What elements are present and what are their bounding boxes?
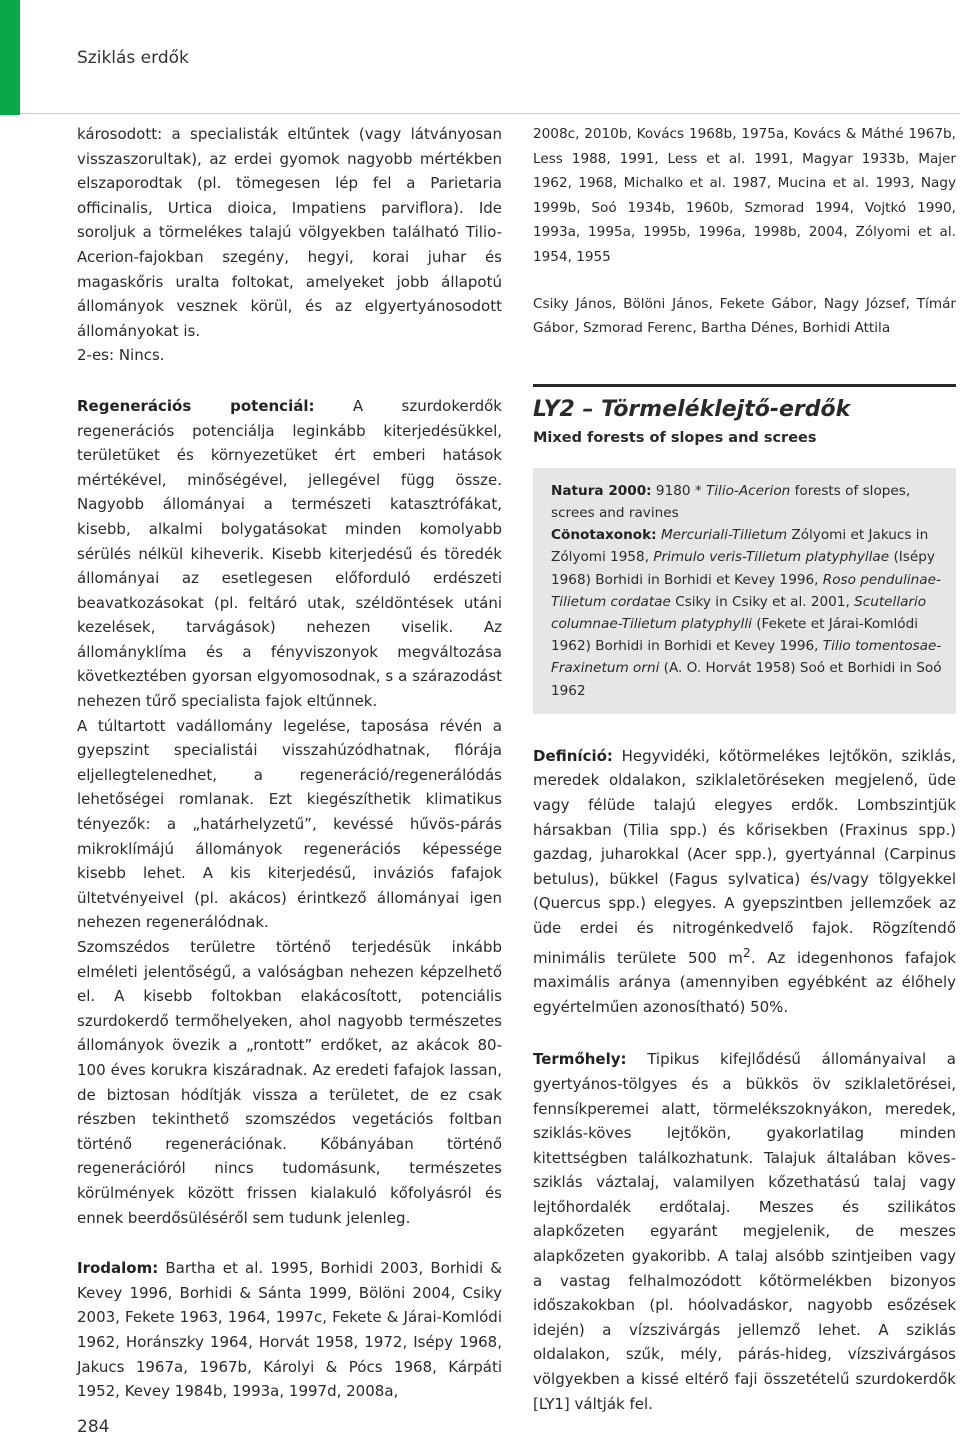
natura-taxon: Tilio-Acerion [705, 482, 791, 499]
definition-superscript: 2 [742, 944, 751, 960]
paragraph-regeneration [77, 394, 502, 714]
coeno-author-5: (A. O. Horvát 1958) Soó et Borhidi in Soó 1962 [551, 660, 942, 699]
habitat-label: Termőhely: [533, 1050, 627, 1069]
natura-info-box [533, 468, 956, 714]
paragraph-literature [77, 1256, 502, 1404]
coenotaxa-label: Cönotaxonok: [551, 527, 657, 544]
literature-label: Irodalom: [77, 1259, 159, 1278]
coeno-taxon-2: Primulo veris-Tilietum platyphyllae [653, 549, 890, 566]
natura-label: Natura 2000: [551, 482, 652, 499]
running-header: Sziklás erdők [77, 48, 189, 68]
paragraph-definition [533, 744, 956, 1020]
coeno-author-2: (Isépy 1968) Borhidi in Borhidi et Kevey 1996, [551, 549, 935, 588]
natura-rest: forests of slopes, screes and ravines [551, 482, 911, 521]
habitat-text: Tipikus kifejlődésű állományaival a gyertyános-tölgyes és a bükkös öv sziklaletörései, fennsíkperemei alatt, törmelékszoknyákon, meredek, sziklás-köves lejtőkön, gyakorlatilag minden kitettségben találkozhatunk. Talajuk általában köves-sziklás váztalaj, valamilyen kőzethatású talaj vagy lejtőhordalék erdőtalaj. Meszes és szilikátos alapkőzeten egyaránt megjelenik, de meszes alapkőzeten gyakoribb. A talaj alsóbb szintjeiben vagy a vastag felhalmozódott kőtörmelékben bizonyos időszakokban (pl. hóolvadáskor, nagyobb esőzések idején) a vízszivárgás jellemző lehet. A sziklás oldalakon, szűk, mély, párás-hideg, vízszivárgásos völgyekben a kissé eltérő faji összetételű szurdokerdők [LY1] váltják fel. [533, 1050, 956, 1413]
literature-text: Bartha et al. 1995, Borhidi 2003, Borhidi & Kevey 1996, Borhidi & Sánta 1999, Bölöni 2004, Csiky 2003, Fekete 1963, 1964, 1997c, Fekete & Járai-Komlódi 1962, Horánszky 1964, Horvát 1958, 1972, Isépy 1968, Jakucs 1967a, 1967b, Károlyi & Pócs 1968, Kárpáti 1952, Kevey 1984b, 1993a, 1997d, 2008a, [77, 1259, 502, 1401]
definition-text-end: . Az idegenhonos fafajok maximális aránya (amennyiben egyébként az élőhely egyértelműen azonosítható) 50%. [533, 948, 956, 1016]
coeno-taxon-5: Tilio tomentosae-Fraxinetum orni [551, 638, 942, 677]
section-subtitle: Mixed forests of slopes and screes [533, 429, 817, 446]
coeno-author-3: Csiky in Csiky et al. 2001, [670, 593, 855, 610]
coeno-taxon-3: Roso pendulinae-Tilietum cordatae [551, 571, 941, 610]
page-number: 284 [77, 1417, 110, 1437]
paragraph-game-impact: A túltartott vadállomány legelése, taposása révén a gyepszint specialistái visszahúzódhatnak, flórája eljellegtelenedhet, a regeneráció/regenerálódás lehetőségei romlanak. Ezt kiegészíthetik klimatikus tényezők: a „határhelyzetű”, kevéssé hűvös-párás mikroklímájú állományok regenerációs képessége kisebb lehet. A kis kiterjedésű, inváziós fafajok ültetvényeivel (pl. akácos) érintkező állományai igen nehezen regenerálódnak. [77, 716, 502, 932]
coeno-author-4: (Fekete et Járai-Komlódi 1962) Borhidi in Borhidi et Kevey 1996, [551, 615, 918, 655]
coeno-taxon-4: Scutellario columnae-Tilietum platyphylli [551, 593, 927, 632]
section-divider [533, 384, 956, 387]
regeneration-text: A szurdokerdők regenerációs potenciálja leginkább kiterjedésükkel, területüket és környezetüket ért emberi hatások mértékével, minőségével, jellegével függ össze. Nagyobb állományai a természeti katasztrófákat, kisebb, alkalmi bolygatásokat minden komolyabb sérülés nélkül kiheverik. Kisebb kiterjedésű és töredék állományai az esetlegesen előforduló erdészeti beavatkozásokat (pl. feltáró utak, széldöntések utáni kezelések, tarvágások) nehezen viselik. Az állományklíma és a fényviszonyok megváltozása következtében gyorsan elgyomosodnak, s a szárazodást nehezen tűrő specialista fajok eltűnnek. [77, 396, 502, 711]
chapter-color-tab [0, 0, 20, 115]
header-divider [20, 113, 960, 114]
paragraph-spread: Szomszédos területre történő terjedésük inkább elméleti jelentőségű, a valóságban nehezen képzelhető el. A kisebb foltokban elakácosított, potenciális szurdokerdő termőhelyeken, ahol nagyobb természetes állományok övezik a „rontott” erdőket, az akácok 80-100 éves korukra kiszáradnak. Az eredeti fafajok lassan, de biztosan hódítják vissza a területet, de ez csak részben tekinthető szomszédos vegetációs foltban történő regenerációnak. Kőbányában történő regenerációról nincs tudomásunk, természetes körülmények között frissen kialakuló kőfolyásról és ennek beerdősüléséről sem tudunk jelenleg. [77, 938, 502, 1227]
paragraph-state-2: 2-es: Nincs. [77, 346, 165, 365]
literature-continued: 2008c, 2010b, Kovács 1968b, 1975a, Kovács & Máthé 1967b, Less 1988, 1991, Less et al. 1991, Magyar 1933b, Majer 1962, 1968, Michalko et al. 1987, Mucina et al. 1993, Nagy 1999b, Soó 1934b, 1960b, Szmorad 1994, Vojtkó 1990, 1993a, 1995a, 1995b, 1996a, 1998b, 2004, Zólyomi et al. 1954, 1955 [533, 126, 956, 265]
definition-label: Definíció: [533, 746, 613, 765]
coeno-taxon-1: Mercuriali-Tilietum [660, 527, 788, 544]
regeneration-label: Regenerációs potenciál: [77, 396, 315, 415]
paragraph-habitat [533, 1047, 956, 1416]
left-column [77, 122, 502, 1404]
natura-line [551, 480, 942, 524]
section-title: LY2 – Törmeléklejtő-erdők [533, 396, 851, 422]
authors-line: Csiky János, Bölöni János, Fekete Gábor, Nagy József, Tímár Gábor, Szmorad Ferenc, Bartha Dénes, Borhidi Attila [533, 295, 956, 337]
definition-text: Hegyvidéki, kőtörmelékes lejtőkön, sziklás, meredek oldalakon, sziklaletöréseken megjelenő, üde vagy félüde talajú elegyes erdők. Lombszintjük hársakban (Tilia spp.) és kőrisekben (Fraxinus spp.) gazdag, juharokkal (Acer spp.), gyertyánnal (Carpinus betulus), bükkel (Fagus sylvatica) és/vagy tölgyekkel (Quercus spp.) elegyes. A gyepszintben jellemzőek az üde erdei és nitrogénkedvelő fajok. Rögzítendő minimális területe 500 m [533, 746, 956, 967]
natura-code: 9180 * [651, 482, 706, 499]
paragraph-damaged-state: károsodott: a specialisták eltűntek (vagy látványosan visszaszorultak), az erdei gyomok nagyobb mértékben elszaporodtak (pl. tömegesen lép fel a Parietaria officinalis, Urtica dioica, Impatiens parviflora). Ide soroljuk a törmelékes talajú völgyekben található Tilio-Acerion-fajokban szegény, hegyi, korai juhar és magaskőris uralta foltokat, amelyeket jobb állapotú állományok vesznek körül, és az elgyertyánosodott állományokat is. [77, 125, 502, 340]
coeno-author-1: Zólyomi et Jakucs in Zólyomi 1958, [551, 527, 929, 566]
coenotaxa-line [551, 524, 942, 702]
right-column [533, 122, 956, 1416]
